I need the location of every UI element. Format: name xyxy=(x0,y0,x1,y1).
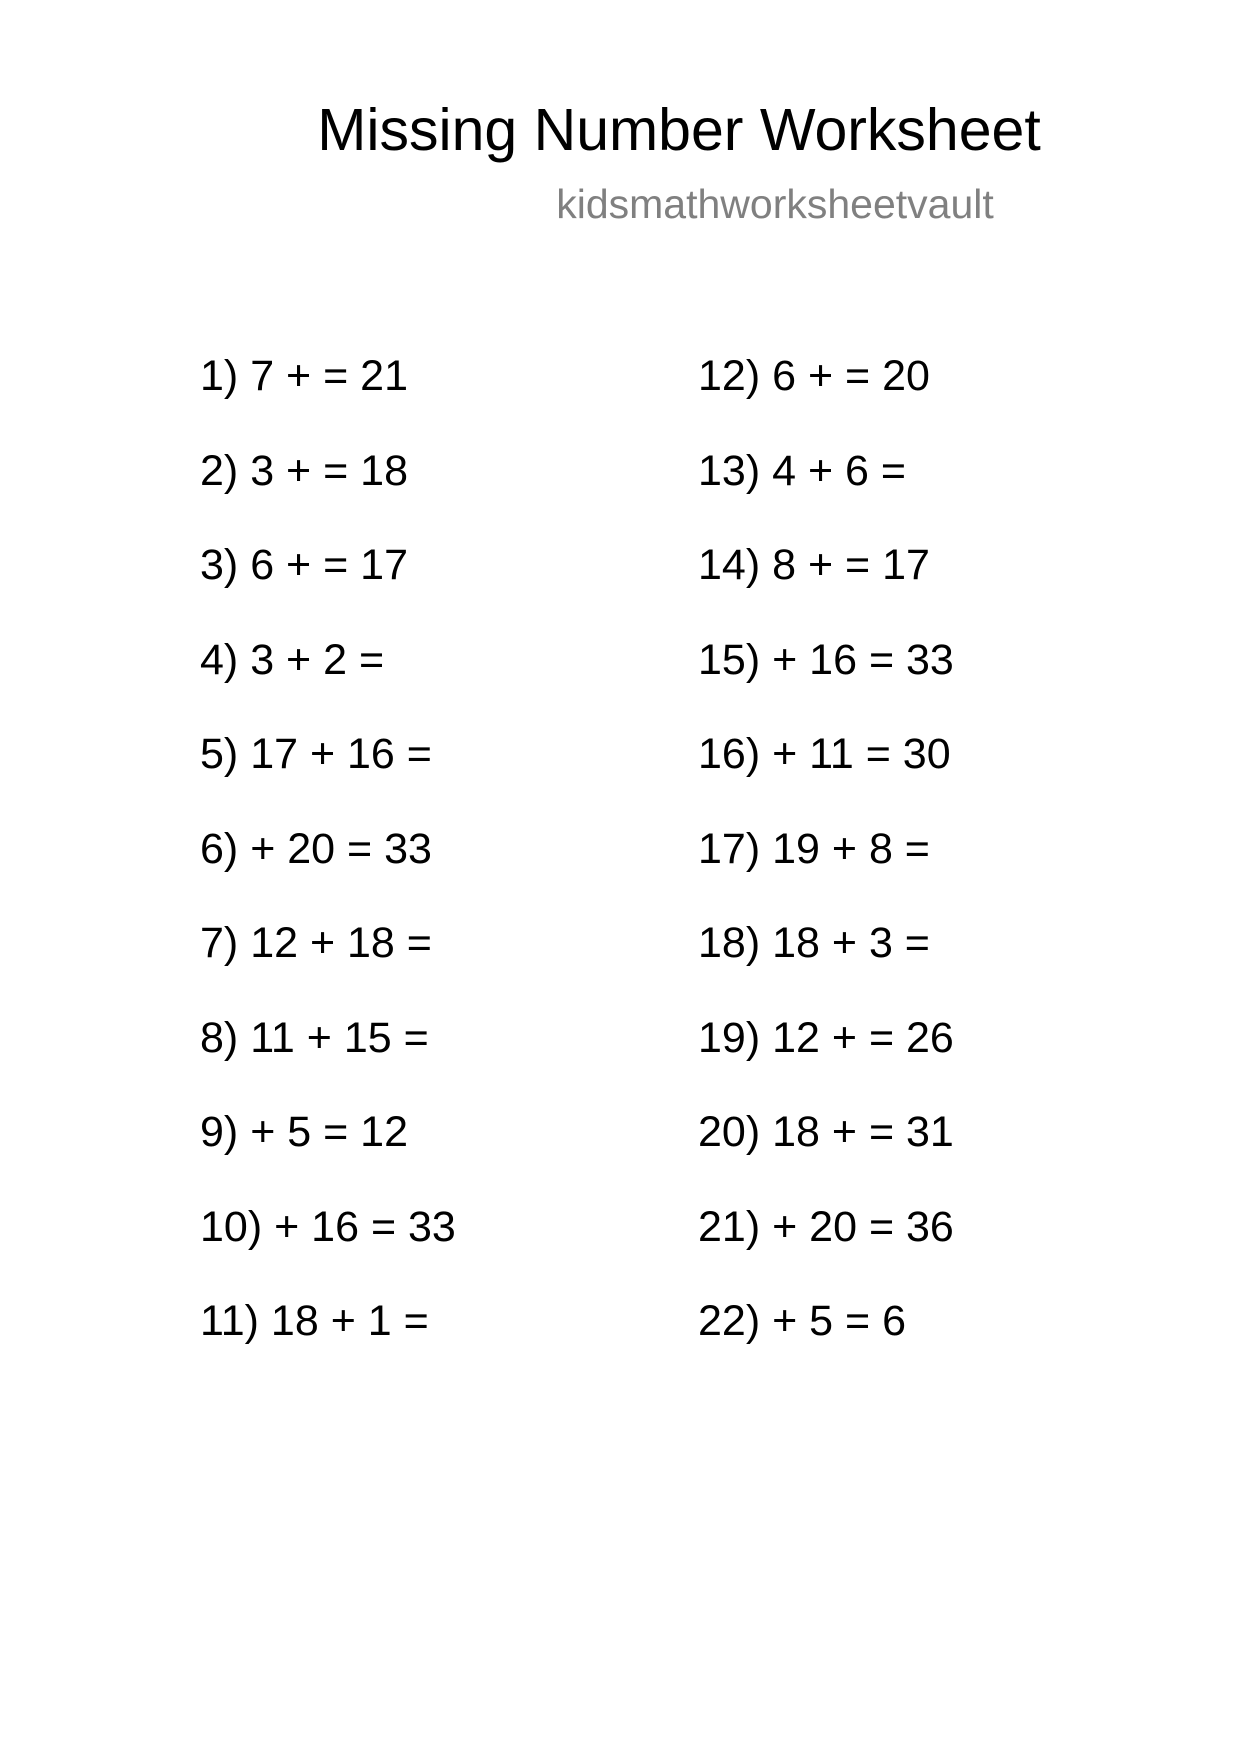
problem-number: 21) xyxy=(698,1202,761,1251)
problem-row xyxy=(200,540,456,635)
problem-number: 15) xyxy=(698,635,761,684)
problem-expression: 6 + xyxy=(772,352,834,400)
problem-number: 17) xyxy=(698,824,761,873)
problem-row xyxy=(200,1107,456,1202)
problem-expression: 18 + xyxy=(772,1108,857,1156)
problem-row xyxy=(698,1107,954,1202)
problem-expression: = 31 xyxy=(868,1108,954,1156)
problem-number: 1) xyxy=(200,352,239,400)
problem-expression: 12 + xyxy=(772,1013,857,1062)
problem-number: 6) xyxy=(200,824,239,873)
problem-number: 13) xyxy=(698,446,761,495)
problem-expression: = 21 xyxy=(323,352,409,400)
problem-row xyxy=(200,918,456,1013)
problem-row xyxy=(200,635,456,730)
problem-number: 11) xyxy=(200,1297,259,1345)
problem-number: 7) xyxy=(200,919,239,967)
problem-expression: + 5 = 12 xyxy=(250,1108,408,1156)
problem-expression: 18 + 1 = xyxy=(270,1297,429,1345)
problem-number: 19) xyxy=(698,1013,761,1062)
problem-row xyxy=(698,918,954,1013)
problem-expression: 12 + 18 = xyxy=(250,919,432,967)
problem-number: 20) xyxy=(698,1108,761,1156)
problem-expression: 3 + xyxy=(250,446,312,495)
problem-number: 4) xyxy=(200,635,239,684)
problem-number: 9) xyxy=(200,1108,239,1156)
problem-expression: 7 + xyxy=(250,352,312,400)
problem-expression: = 20 xyxy=(845,352,930,400)
problem-column-left xyxy=(200,351,456,1391)
problem-expression: 11 + 15 = xyxy=(250,1013,429,1062)
problem-number: 18) xyxy=(698,919,761,967)
problem-row xyxy=(698,729,954,824)
problem-row xyxy=(200,729,456,824)
problem-expression: 19 + 8 = xyxy=(772,824,930,873)
problem-expression: 8 + xyxy=(772,541,834,589)
problem-row xyxy=(698,540,954,635)
problem-expression: + 16 = 33 xyxy=(772,635,954,684)
problem-expression: 4 + 6 = xyxy=(772,446,907,495)
problem-expression: + 20 = 33 xyxy=(250,824,432,873)
problem-number: 10) xyxy=(200,1202,263,1251)
worksheet-subtitle: kidsmathworksheetvault xyxy=(556,181,994,227)
problem-expression: + 11 = 30 xyxy=(772,730,951,778)
problem-expression: 3 + 2 = xyxy=(250,635,385,684)
worksheet-title: Missing Number Worksheet xyxy=(317,97,1041,163)
problem-expression: + 16 = 33 xyxy=(274,1202,456,1251)
problem-expression: 18 + 3 = xyxy=(772,919,930,967)
problem-row xyxy=(698,351,954,446)
problem-expression: = 17 xyxy=(845,541,930,589)
problem-expression: = 26 xyxy=(868,1013,954,1062)
problem-row xyxy=(698,1296,954,1391)
problem-row xyxy=(200,351,456,446)
problem-expression: = 17 xyxy=(323,541,409,589)
problem-row xyxy=(200,1013,456,1108)
problem-row xyxy=(698,1202,954,1297)
problem-row xyxy=(698,1013,954,1108)
problem-number: 2) xyxy=(200,446,239,495)
problem-expression: = 18 xyxy=(323,446,409,495)
problem-expression: + 5 = 6 xyxy=(772,1297,907,1345)
problem-row xyxy=(200,446,456,541)
problem-number: 22) xyxy=(698,1297,761,1345)
problem-row xyxy=(698,635,954,730)
problem-expression: 17 + 16 = xyxy=(250,730,432,778)
problem-row xyxy=(698,824,954,919)
problem-row xyxy=(200,1202,456,1297)
problem-number: 3) xyxy=(200,541,239,589)
problem-number: 8) xyxy=(200,1013,239,1062)
problem-column-right xyxy=(698,351,954,1391)
problem-row xyxy=(200,824,456,919)
problem-expression: + 20 = 36 xyxy=(772,1202,954,1251)
problem-number: 16) xyxy=(698,730,761,778)
problem-row xyxy=(698,446,954,541)
problem-number: 5) xyxy=(200,730,239,778)
problem-row xyxy=(200,1296,456,1391)
problem-number: 12) xyxy=(698,352,761,400)
problem-expression: 6 + xyxy=(250,541,312,589)
problem-number: 14) xyxy=(698,541,761,589)
